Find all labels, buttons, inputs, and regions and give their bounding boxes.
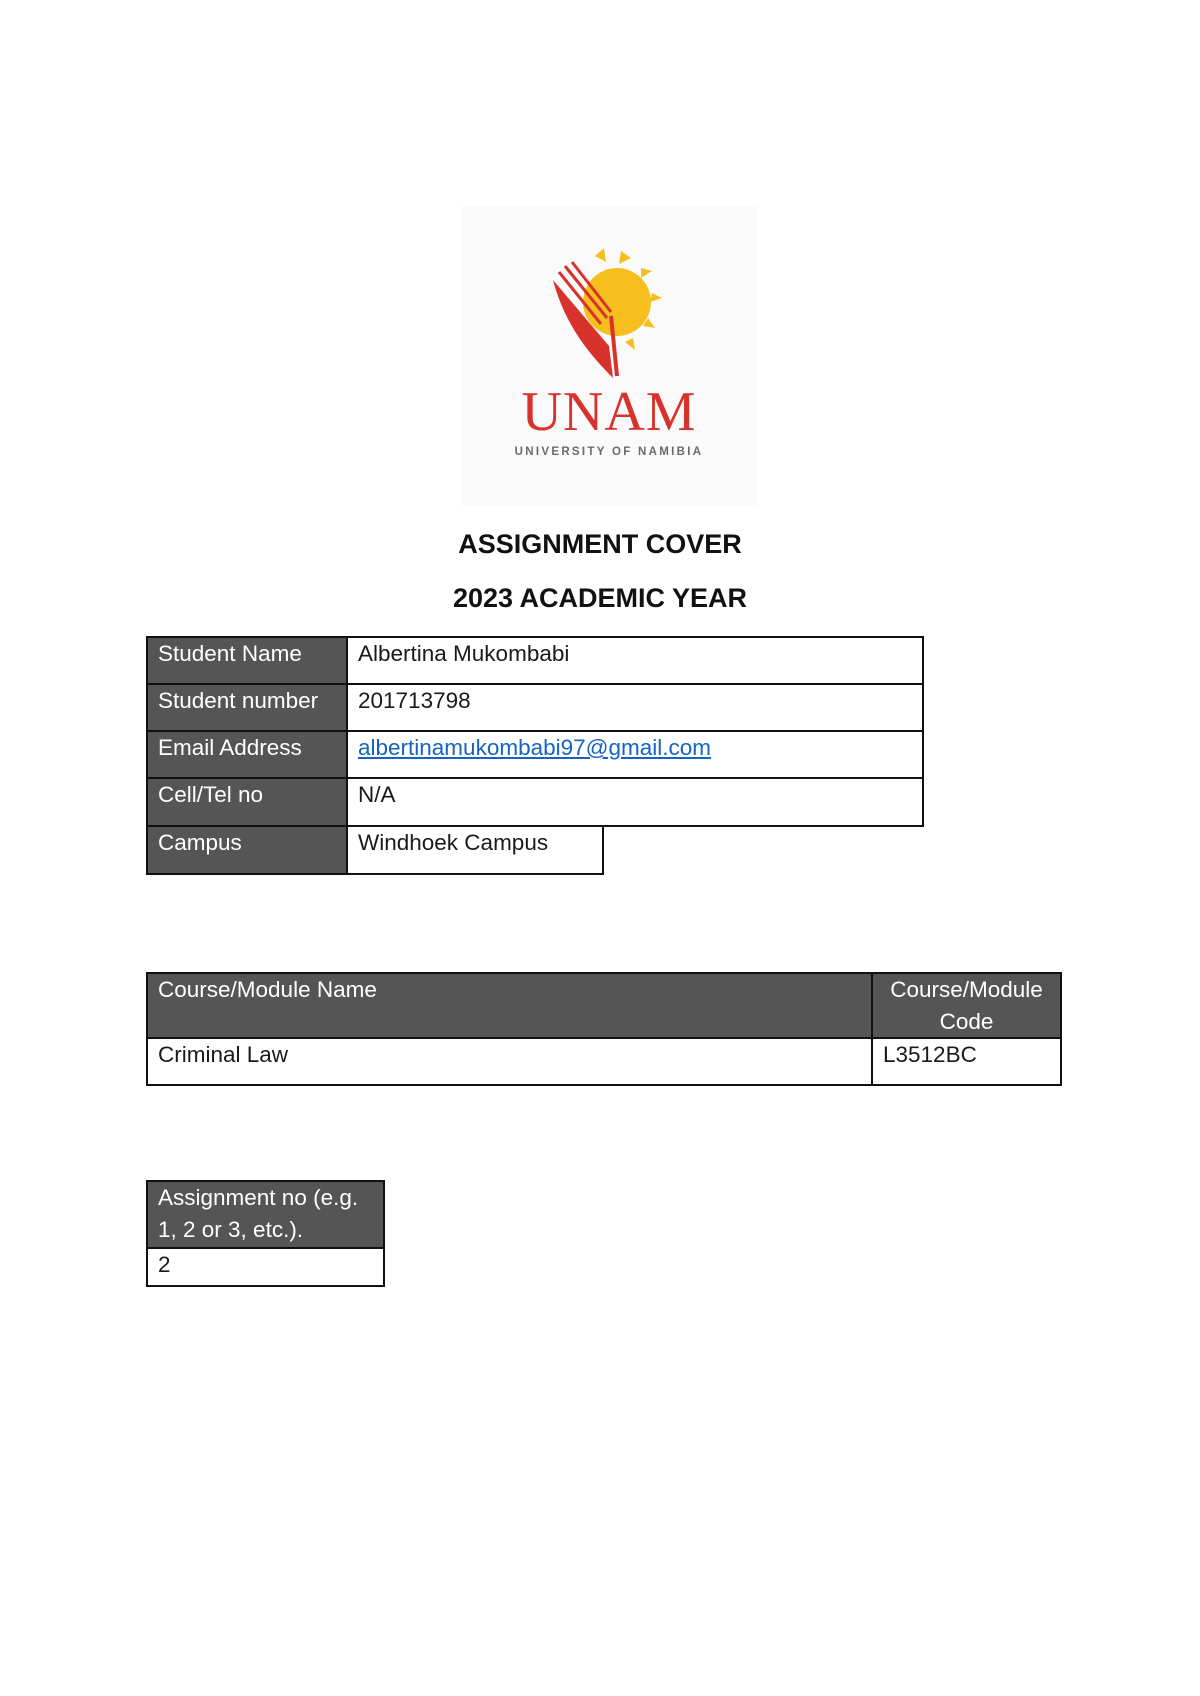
student-name-label: Student Name (146, 636, 348, 685)
logo-subtitle: UNIVERSITY OF NAMIBIA (514, 446, 704, 458)
page-subtitle: 2023 ACADEMIC YEAR (452, 583, 748, 613)
course-code-value: L3512BC (871, 1037, 1062, 1086)
assignment-no-value: 2 (146, 1247, 385, 1287)
course-name-value: Criminal Law (146, 1037, 873, 1086)
course-code-header: Course/Module Code (871, 972, 1062, 1039)
student-number-value: 201713798 (346, 683, 924, 732)
student-number-label: Student number (146, 683, 348, 732)
email-address-cell (346, 730, 924, 779)
campus-value: Windhoek Campus (346, 825, 604, 875)
page-title: ASSIGNMENT COVER (458, 529, 742, 559)
cell-tel-value: N/A (346, 777, 924, 827)
cell-tel-label: Cell/Tel no (146, 777, 348, 827)
university-logo (461, 206, 757, 506)
email-link[interactable]: albertinamukombabi97@gmail.com (358, 735, 712, 760)
course-name-header: Course/Module Name (146, 972, 873, 1039)
book-sun-emblem-icon (461, 206, 757, 506)
assignment-no-header: Assignment no (e.g. 1, 2 or 3, etc.). (146, 1180, 385, 1249)
logo-wordmark: UNAM (521, 381, 697, 443)
student-name-value: Albertina Mukombabi (346, 636, 924, 685)
campus-label: Campus (146, 825, 348, 875)
email-address-label: Email Address (146, 730, 348, 779)
